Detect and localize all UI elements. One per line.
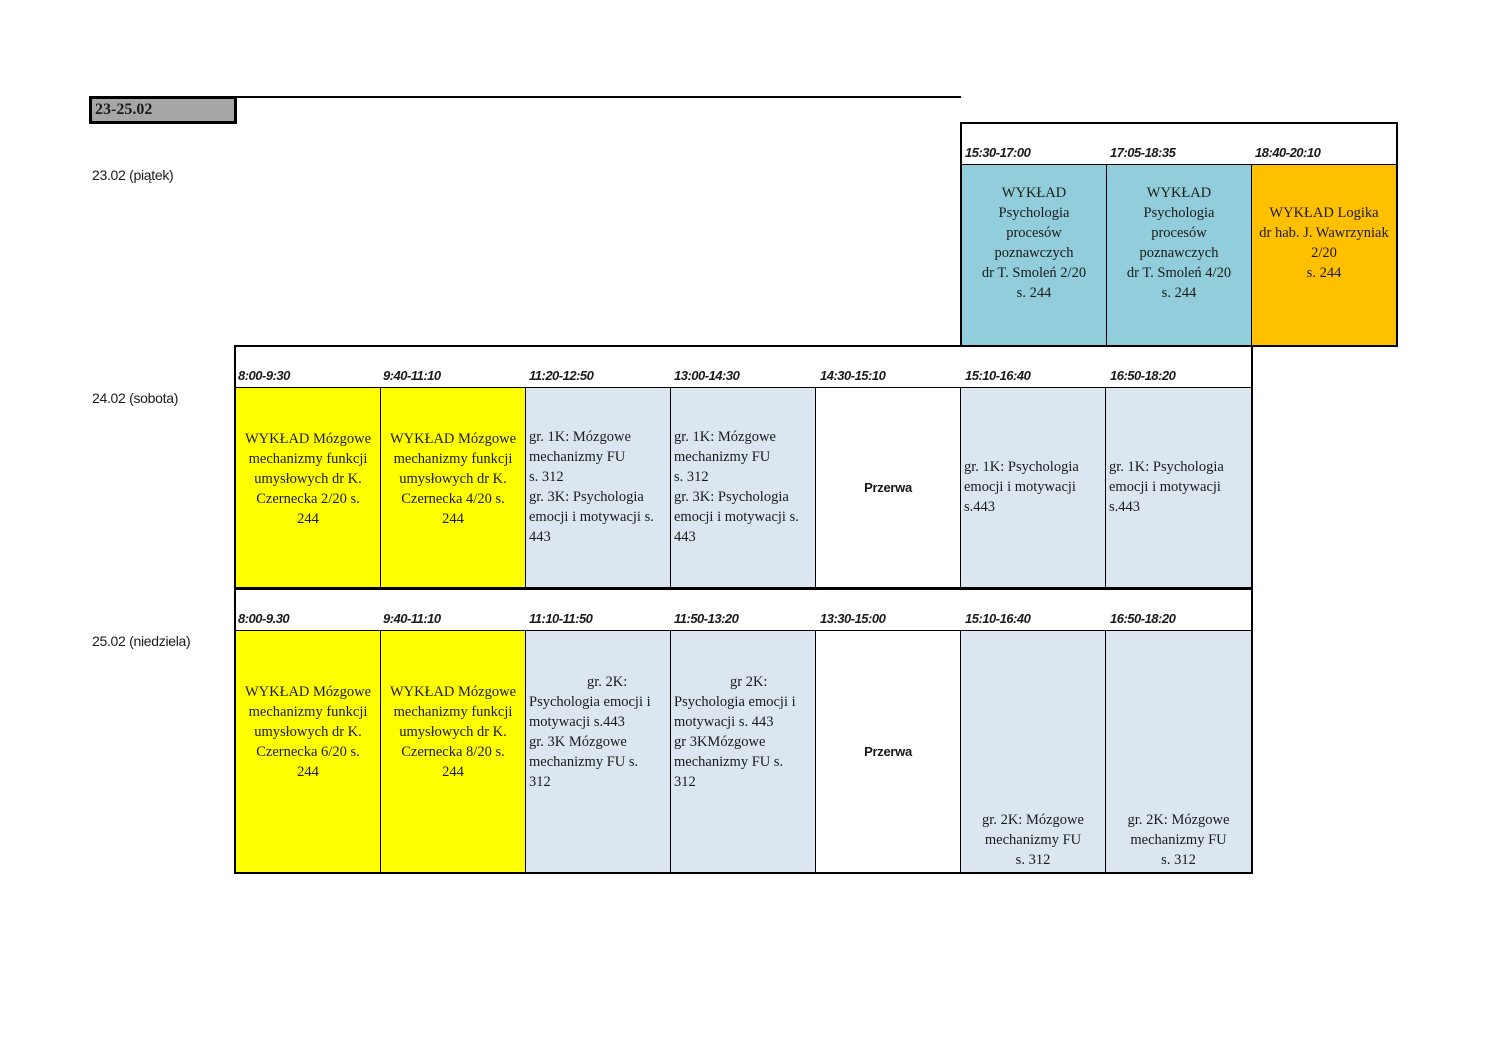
time-header: 8:00-9.30 xyxy=(238,611,290,626)
cell-line: dr hab. J. Wawrzyniak xyxy=(1259,225,1389,241)
cell-line: gr. 1K: Mózgowe xyxy=(529,428,631,445)
group-class-cell xyxy=(525,387,671,588)
time-header: 11:10-11:50 xyxy=(529,611,593,626)
group-class-cell xyxy=(1105,387,1252,588)
cell-line: s. 312 xyxy=(1015,852,1051,868)
time-header: 9:40-11:10 xyxy=(383,368,441,383)
cell-line: dr T. Smoleń 4/20 xyxy=(1126,265,1232,281)
cell-line: WYKŁAD xyxy=(1001,185,1067,201)
cell-line: WYKŁAD xyxy=(1146,185,1212,201)
lecture-cell xyxy=(1106,164,1252,346)
cell-line: mechanizmy funkcji xyxy=(248,450,368,467)
cell-line: emocji i motywacji xyxy=(964,478,1076,495)
lecture-cell xyxy=(235,630,381,873)
group-class-cell xyxy=(1105,630,1252,873)
cell-line: s. 244 xyxy=(1306,265,1342,281)
cell-line: gr. 3K: Psychologia xyxy=(529,488,644,505)
break-label: Przerwa xyxy=(864,479,912,495)
cell-line: umysłowych dr K. xyxy=(254,470,362,487)
day-label-friday: 23.02 (piątek) xyxy=(92,167,174,183)
cell-line: s. 244 xyxy=(1016,285,1052,301)
cell-line: gr. 2K: xyxy=(587,673,628,690)
time-header: 15:10-16:40 xyxy=(965,368,1031,383)
group-class-cell xyxy=(960,630,1106,873)
time-header: 9:40-11:10 xyxy=(383,611,441,626)
time-header: 17:05-18:35 xyxy=(1110,145,1176,160)
time-header: 15:10-16:40 xyxy=(965,611,1031,626)
logic-lecture-cell xyxy=(1251,164,1397,346)
cell-line: Czernecka 8/20 s. xyxy=(401,743,505,760)
cell-line: gr. 3K Mózgowe xyxy=(529,733,627,750)
cell-line: WYKŁAD Mózgowe xyxy=(389,430,517,447)
time-header: 13:30-15:00 xyxy=(820,611,886,626)
cell-line: Czernecka 2/20 s. xyxy=(256,490,360,507)
cell-line: umysłowych dr K. xyxy=(254,723,362,740)
cell-line: s. 312 xyxy=(674,468,709,485)
cell-line: Czernecka 4/20 s. xyxy=(401,490,505,507)
title-rule xyxy=(237,96,961,98)
cell-line: 443 xyxy=(529,528,551,545)
cell-line: WYKŁAD Logika xyxy=(1269,205,1379,221)
cell-line: 244 xyxy=(297,510,319,527)
cell-line: WYKŁAD Mózgowe xyxy=(244,683,372,700)
cell-line: procesów xyxy=(1151,225,1207,241)
cell-line: 244 xyxy=(297,763,319,780)
day-label-sunday: 25.02 (niedziela) xyxy=(92,633,191,649)
cell-line: Psychologia emocji i xyxy=(529,693,651,710)
cell-line: motywacji s. 443 xyxy=(674,713,774,730)
group-class-cell xyxy=(525,630,671,873)
cell-line: mechanizmy FU s. xyxy=(674,753,784,770)
group-class-cell xyxy=(960,387,1106,588)
cell-line: gr. 1K: Psychologia xyxy=(1109,458,1224,475)
time-header: 13:00-14:30 xyxy=(674,368,740,383)
time-header: 16:50-18:20 xyxy=(1110,368,1176,383)
cell-line: emocji i motywacji s. xyxy=(674,508,799,525)
cell-line: s. 312 xyxy=(1161,852,1196,868)
lecture-cell xyxy=(380,630,526,873)
cell-line: 2/20 xyxy=(1311,245,1337,261)
cell-line: poznawczych xyxy=(1139,245,1219,261)
cell-line: gr 3KMózgowe xyxy=(674,733,766,750)
cell-line: mechanizmy funkcji xyxy=(393,703,513,720)
cell-line: mechanizmy FU xyxy=(529,448,626,465)
cell-line: WYKŁAD Mózgowe xyxy=(389,683,517,700)
cell-line: gr. 2K: Mózgowe xyxy=(1127,812,1230,828)
cell-line: gr. 1K: Psychologia xyxy=(964,458,1079,475)
time-header: 8:00-9:30 xyxy=(238,368,290,383)
cell-line: gr. 1K: Mózgowe xyxy=(674,428,776,445)
cell-line: mechanizmy FU xyxy=(674,448,771,465)
cell-line: 312 xyxy=(674,773,696,790)
break-cell xyxy=(815,630,961,873)
day-label-saturday: 24.02 (sobota) xyxy=(92,390,179,406)
cell-line: poznawczych xyxy=(994,245,1074,261)
cell-line: 244 xyxy=(442,510,464,527)
cell-line: WYKŁAD Mózgowe xyxy=(244,430,372,447)
time-header: 16:50-18:20 xyxy=(1110,611,1176,626)
group-class-cell xyxy=(670,387,816,588)
cell-line: 443 xyxy=(674,528,696,545)
cell-line: mechanizmy funkcji xyxy=(393,450,513,467)
cell-line: motywacji s.443 xyxy=(529,713,625,730)
cell-line: emocji i motywacji s. xyxy=(529,508,654,525)
cell-line: s.443 xyxy=(964,498,996,515)
cell-line: mechanizmy FU xyxy=(1130,832,1227,848)
cell-line: 244 xyxy=(442,763,464,780)
cell-line: procesów xyxy=(1006,225,1062,241)
lecture-cell xyxy=(380,387,526,588)
cell-line: dr T. Smoleń 2/20 xyxy=(981,265,1087,281)
cell-line: emocji i motywacji xyxy=(1109,478,1221,495)
cell-line: umysłowych dr K. xyxy=(399,723,507,740)
cell-line: Psychologia emocji i xyxy=(674,693,796,710)
cell-line: gr. 2K: Mózgowe xyxy=(982,812,1084,828)
cell-line: gr 2K: xyxy=(730,673,768,690)
schedule-title: 23-25.02 xyxy=(89,96,237,124)
cell-line: Psychologia xyxy=(998,205,1070,221)
cell-line: Psychologia xyxy=(1143,205,1215,221)
cell-line: mechanizmy FU xyxy=(984,832,1082,848)
cell-line: s. 312 xyxy=(529,468,564,485)
cell-line: 312 xyxy=(529,773,551,790)
cell-line: s. 244 xyxy=(1161,285,1197,301)
group-class-cell xyxy=(670,630,816,873)
cell-line: s.443 xyxy=(1109,498,1141,515)
lecture-cell xyxy=(235,387,381,588)
cell-line: mechanizmy FU s. xyxy=(529,753,639,770)
cell-line: gr. 3K: Psychologia xyxy=(674,488,789,505)
time-header: 11:50-13:20 xyxy=(674,611,739,626)
time-header: 18:40-20:10 xyxy=(1255,145,1321,160)
cell-line: mechanizmy funkcji xyxy=(248,703,368,720)
cell-line: Czernecka 6/20 s. xyxy=(256,743,360,760)
lecture-cell xyxy=(961,164,1107,346)
time-header: 15:30-17:00 xyxy=(965,145,1031,160)
break-cell xyxy=(815,387,961,588)
cell-line: umysłowych dr K. xyxy=(399,470,507,487)
time-header: 11:20-12:50 xyxy=(529,368,594,383)
time-header: 14:30-15:10 xyxy=(820,368,886,383)
break-label: Przerwa xyxy=(864,743,912,759)
